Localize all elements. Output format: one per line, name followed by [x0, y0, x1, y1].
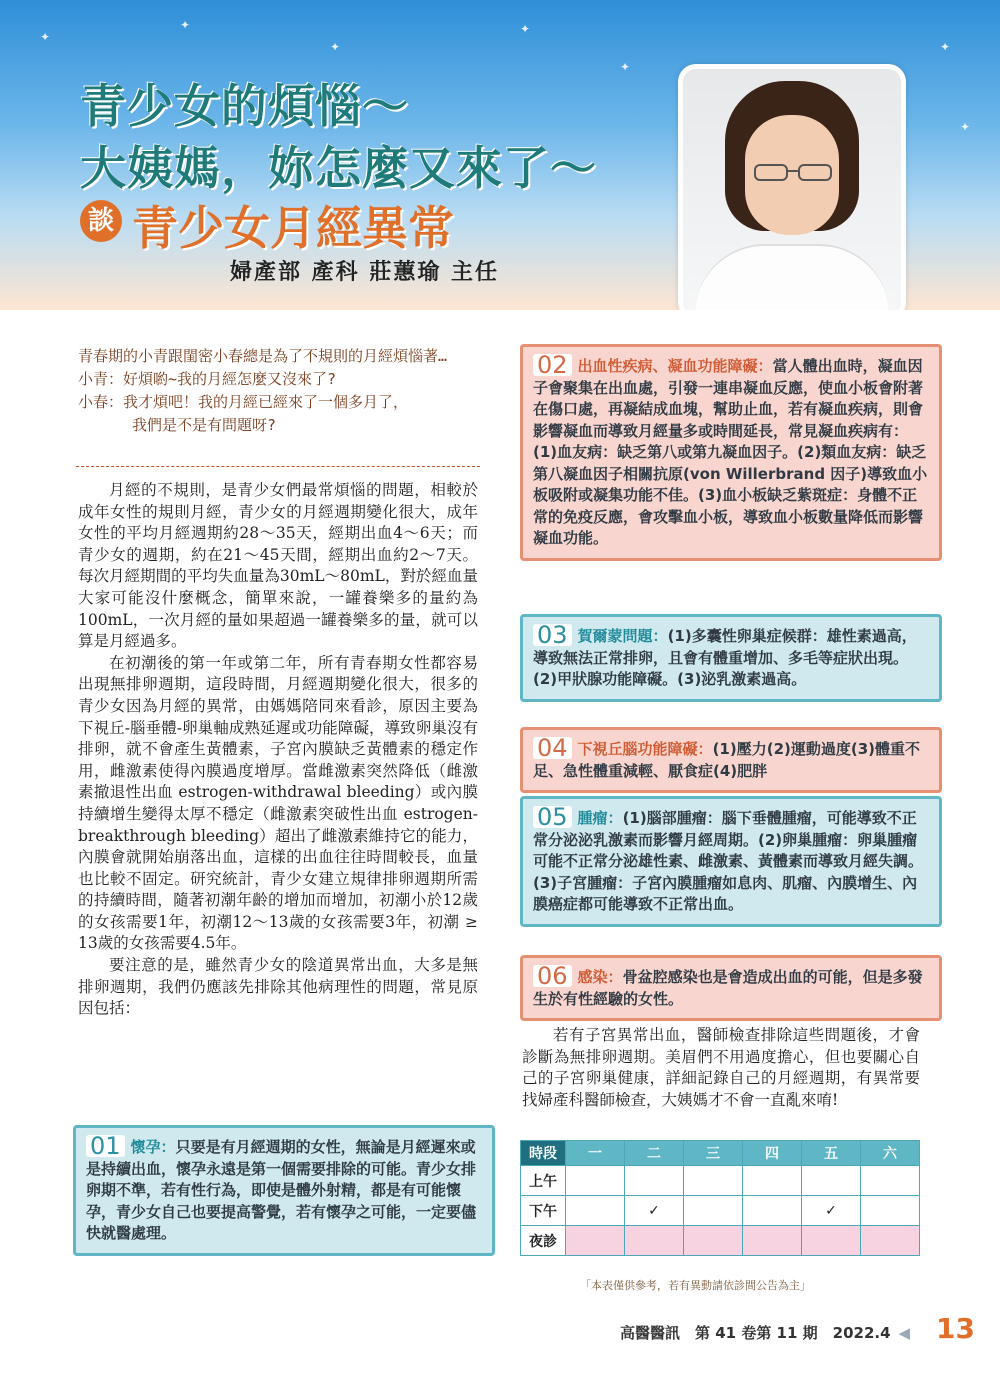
- table-header-row: [521, 1141, 920, 1166]
- divider: [76, 466, 480, 467]
- cause-heading: 出血性疾病、凝血功能障礙：: [577, 357, 773, 375]
- title-line-3: 青少女月經異常: [132, 201, 454, 255]
- schedule-cell: [802, 1226, 861, 1256]
- title-line-2: 大姨媽，妳怎麼又來了～: [80, 141, 597, 195]
- clinic-schedule-table: [520, 1140, 920, 1256]
- star-icon: ✦: [960, 120, 971, 134]
- schedule-cell: [566, 1226, 625, 1256]
- cause-number: 02: [533, 354, 572, 376]
- star-icon: ✦: [180, 18, 191, 32]
- schedule-cell: [743, 1226, 802, 1256]
- paragraph: 若有子宮異常出血，醫師檢查排除這些問題後，才會診斷為無排卵週期。美眉們不用過度擔心，但也要關心自己的子宮卵巢健康，詳細記錄自己的月經週期，有異常要找婦產科醫師檢查，大姨媽才不會一直亂來唷!: [522, 1026, 920, 1109]
- checkmark-icon: ✓: [802, 1196, 861, 1226]
- schedule-cell: [743, 1166, 802, 1196]
- cause-number: 01: [86, 1135, 125, 1157]
- schedule-cell: [743, 1196, 802, 1226]
- schedule-note: 「本表僅供參考，若有異動請依診間公告為主」: [580, 1279, 811, 1292]
- session-label: 夜診: [521, 1226, 566, 1256]
- cause-heading: 腫瘤：: [577, 809, 623, 827]
- dialog-line: 小春：我才煩吧！我的月經已經來了一個多月了，: [78, 393, 409, 411]
- cause-box-06: [520, 955, 942, 1021]
- closing-paragraph: [522, 1025, 920, 1111]
- author-line: 婦產部 產科 莊蕙瑜 主任: [230, 260, 499, 285]
- triangle-left-icon: ◀: [898, 1324, 911, 1342]
- cause-text: 只要是有月經週期的女性，無論是月經遲來或是持續出血，懷孕永遠是第一個需要排除的可能。青少女排卵期不準，若有性行為，即使是體外射精，都是有可能懷孕，青少女自己也要提高警覺，若有懷孕之可能，一定要儘快就醫處理。: [86, 1138, 477, 1242]
- cause-box-03: [520, 614, 942, 702]
- cause-number: 06: [533, 965, 572, 987]
- intro-dialog: [78, 345, 478, 437]
- day-header: 六: [861, 1141, 920, 1166]
- header-banner: [0, 0, 1000, 310]
- cause-heading: 感染：: [577, 968, 623, 986]
- cause-number: 05: [533, 806, 572, 828]
- cause-heading: 賀爾蒙問題：: [577, 627, 668, 645]
- cause-heading: 下視丘腦功能障礙：: [577, 740, 713, 758]
- doctor-portrait: [678, 64, 906, 310]
- day-header: 四: [743, 1141, 802, 1166]
- star-icon: ✦: [330, 40, 341, 54]
- cause-box-05: [520, 796, 942, 927]
- table-corner: 時段: [521, 1141, 566, 1166]
- schedule-cell: [861, 1196, 920, 1226]
- schedule-cell: [684, 1196, 743, 1226]
- glasses-icon: [753, 163, 833, 183]
- cause-text: (1)多囊性卵巢症候群：雄性素過高，導致無法正常排卵，且會有體重增加、多毛等症狀出現。(2)甲狀腺功能障礙。(3)泌乳激素過高。: [533, 627, 917, 688]
- day-header: 三: [684, 1141, 743, 1166]
- table-row: [521, 1166, 920, 1196]
- cause-number: 04: [533, 737, 572, 759]
- star-icon: ✦: [40, 30, 51, 44]
- session-label: 下午: [521, 1196, 566, 1226]
- article-body: [78, 480, 478, 1020]
- schedule-cell: [802, 1166, 861, 1196]
- session-label: 上午: [521, 1166, 566, 1196]
- cause-heading: 懷孕：: [130, 1138, 176, 1156]
- dialog-line: 小青：好煩喲~我的月經怎麼又沒來了?: [78, 370, 337, 388]
- paragraph: 要注意的是，雖然青少女的陰道異常出血，大多是無排卵週期，我們仍應該先排除其他病理性的問題，常見原因包括：: [78, 956, 478, 1018]
- schedule-cell: [566, 1196, 625, 1226]
- schedule-cell: [861, 1166, 920, 1196]
- cause-box-01: [73, 1125, 495, 1256]
- star-icon: ✦: [520, 22, 531, 36]
- dialog-line: 我們是不是有問題呀?: [132, 416, 277, 434]
- dialog-line: 青春期的小青跟閨密小春總是為了不規則的月經煩惱著…: [78, 347, 448, 365]
- title-line-1: 青少女的煩惱～: [80, 79, 409, 133]
- footer-issue: [620, 1322, 910, 1343]
- table-row: [521, 1196, 920, 1226]
- checkmark-icon: ✓: [625, 1196, 684, 1226]
- star-icon: ✦: [620, 60, 631, 74]
- cause-number: 03: [533, 624, 572, 646]
- cause-text: (1)腦部腫瘤：腦下垂體腫瘤，可能導致不正常分泌泌乳激素而影響月經周期。(2)卵巢腫瘤：卵巢腫瘤可能不正常分泌雄性素、雌激素、黃體素而導致月經失調。(3)子宮腫瘤：子宮內膜腫瘤如息肉、肌瘤、內膜增生、內膜癌症都可能導致不正常出血。: [533, 809, 924, 913]
- table-row: [521, 1226, 920, 1256]
- footer-text: 高醫醫訊 第 41 卷第 11 期 2022.4: [620, 1324, 891, 1342]
- schedule-cell: [684, 1226, 743, 1256]
- star-icon: ✦: [940, 40, 951, 54]
- paragraph: 在初潮後的第一年或第二年，所有青春期女性都容易出現無排卵週期，這段時間，月經週期變化很大，很多的青少女因為月經的異常，由媽媽陪同來看診，原因主要為下視丘-腦垂體-卵巢軸成熟延遲或功能障礙，導致卵巢沒有排卵，就不會產生黃體素，子宮內膜缺乏黃體素的穩定作用，雌激素使得內膜過度增厚。當雌激素突然降低（雌激素撤退性出血 estrogen-withdrawal bleeding）或內膜持續增生變得太厚不穩定（雌激素突破性出血 estrogen-breakthrough bleeding）超出了雌激素維持它的能力，內膜會就開始崩落出血，這樣的出血往往時間較長，血量也比較不固定。研究統計，青少女建立規律排卵週期所需的持續時間，隨著初潮年齡的增加而增加，初潮小於12歲的女孩需要1年，初潮12～13歲的女孩需要3年，初潮 ≥ 13歲的女孩需要4.5年。: [78, 653, 478, 953]
- schedule-cell: [566, 1166, 625, 1196]
- day-header: 五: [802, 1141, 861, 1166]
- cause-box-02: [520, 344, 942, 561]
- schedule-cell: [625, 1166, 684, 1196]
- page-number: 13: [936, 1312, 975, 1345]
- cause-text: 當人體出血時，凝血因子會聚集在出血處，引發一連串凝血反應，使血小板會附著在傷口處，再凝結成血塊，幫助止血，若有凝血疾病，則會影響凝血而導致月經量多或時間延長，常見凝血疾病有：(1)血友病：缺乏第八或第九凝血因子。(2)類血友病：缺乏第八凝血因子相關抗原(von Willerbrand 因子)導致血小板吸附或凝集功能不佳。(3)血小板缺乏紫斑症：身體不正常的免疫反應，會攻擊血小板，導致血小板數量降低而影響凝血功能。: [533, 357, 928, 547]
- cause-text: (1)壓力(2)運動過度(3)體重不足、急性體重減輕、厭食症(4)肥胖: [533, 740, 921, 780]
- schedule-cell: [684, 1166, 743, 1196]
- schedule-cell: [861, 1226, 920, 1256]
- cause-text: 骨盆腔感染也是會造成出血的可能，但是多發生於有性經驗的女性。: [533, 968, 923, 1008]
- day-header: 一: [566, 1141, 625, 1166]
- paragraph: 月經的不規則，是青少女們最常煩惱的問題，相較於成年女性的規則月經，青少女的月經週期變化很大，成年女性的平均月經週期約28～35天，經期出血4～6天；而青少女的週期，約在21～45天間，經期出血約2～7天。每次月經期間的平均失血量為30mL～80mL，對於經血量大家可能沒什麼概念，簡單來說，一罐養樂多的量約為100mL，一次月經的量如果超過一罐養樂多的量，就可以算是月經過多。: [78, 481, 478, 651]
- day-header: 二: [625, 1141, 684, 1166]
- cause-box-04: [520, 727, 942, 793]
- talk-badge: 談: [80, 200, 122, 242]
- schedule-cell: [625, 1226, 684, 1256]
